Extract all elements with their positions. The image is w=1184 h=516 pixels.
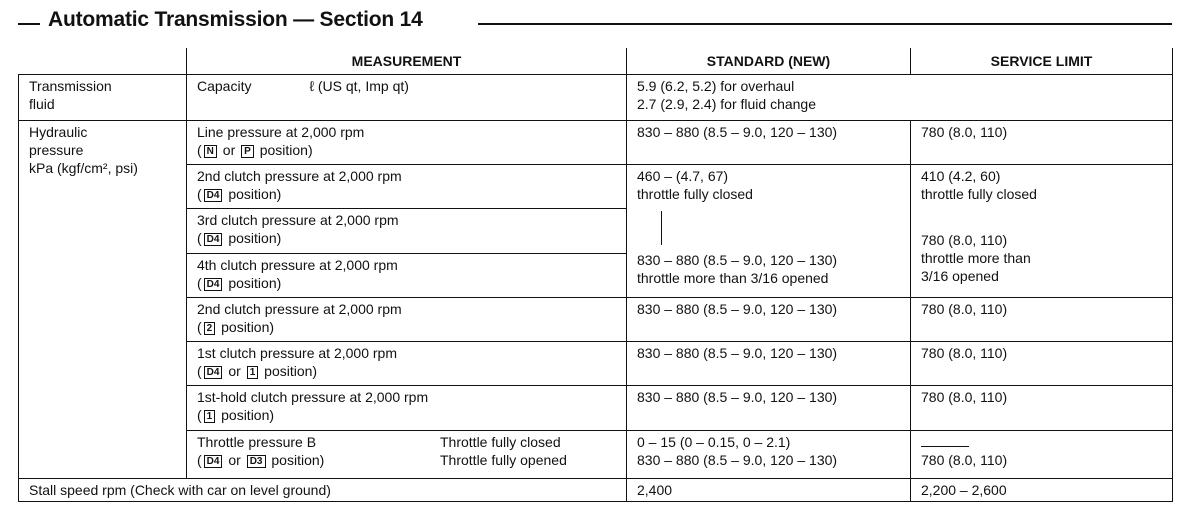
table-row-1st-hold [19, 386, 1173, 430]
group-standard-lower-value: 830 – 880 (8.5 – 9.0, 120 – 130) [637, 252, 838, 269]
measurement-capacity [187, 74, 627, 120]
standard-1st-clutch: 830 – 880 (8.5 – 9.0, 120 – 130) [627, 342, 911, 386]
stall-speed-label: Stall speed rpm (Check with car on level ground) [19, 478, 627, 501]
line-pressure-label: Line pressure at 2,000 rpm [197, 123, 365, 140]
paren-open: ( [197, 186, 202, 203]
category-fluid-line2: fluid [29, 95, 55, 112]
measurement-3rd-clutch [187, 209, 627, 253]
throttle-closed-value: 0 – 15 (0 – 0.15, 0 – 2.1) [637, 433, 791, 450]
1st-hold-position [197, 406, 616, 424]
limit-1st-clutch: 780 (8.0, 110) [911, 342, 1173, 386]
paren-open: ( [197, 230, 202, 247]
throttle-label: Throttle pressure B [197, 433, 317, 450]
position-suffix: position) [255, 141, 313, 158]
header-rule-left [18, 23, 40, 25]
group-limit-upper-value: 410 (4.2, 60) [921, 168, 1001, 185]
measurement-throttle [187, 430, 627, 478]
column-header-measurement: MEASUREMENT [187, 48, 627, 74]
table-row-throttle [19, 430, 1173, 478]
position-1-box: 1 [247, 366, 259, 379]
table-row-2nd-clutch-2 [19, 297, 1173, 341]
group-standard-lower [637, 251, 837, 287]
table-row-2nd-clutch-d4 [19, 165, 1173, 209]
or-text: or [224, 451, 245, 468]
position-d4-box: D4 [204, 278, 223, 291]
standard-stall: 2,400 [627, 478, 911, 501]
measurement-line-pressure [187, 120, 627, 164]
standard-line-pressure: 830 – 880 (8.5 – 9.0, 120 – 130) [627, 120, 911, 164]
table-row-1st-clutch [19, 342, 1173, 386]
paren-open: ( [197, 141, 202, 158]
paren-open: ( [197, 451, 202, 468]
category-fluid-line1: Transmission [29, 77, 112, 94]
2nd-clutch-2-position [197, 318, 616, 336]
paren-open: ( [197, 363, 202, 380]
category-hydraulic [19, 120, 187, 478]
position-suffix: position) [217, 407, 275, 424]
limit-throttle [911, 430, 1173, 478]
or-text: or [218, 141, 240, 158]
position-2-box: 2 [204, 322, 216, 335]
throttle-closed-label: Throttle fully closed [440, 433, 561, 450]
category-hydraulic-line1: Hydraulic [29, 123, 88, 140]
standard-capacity [627, 74, 1173, 120]
section-title: Automatic Transmission — Section 14 [48, 8, 423, 31]
group-standard-upper-value: 460 – (4.7, 67) [637, 168, 729, 185]
throttle-line1 [197, 433, 616, 451]
group-limit-lower-condition2: 3/16 opened [921, 268, 999, 285]
position-n-box: N [204, 145, 217, 158]
throttle-line2 [197, 451, 616, 469]
measurement-2nd-clutch-2 [187, 297, 627, 341]
group-standard-upper-condition: throttle fully closed [637, 186, 753, 203]
throttle-opened-label: Throttle fully opened [440, 451, 567, 468]
4th-clutch-position [197, 274, 616, 292]
throttle-position [197, 451, 324, 469]
header-rule-right [478, 23, 1172, 25]
standard-1st-hold: 830 – 880 (8.5 – 9.0, 120 – 130) [627, 386, 911, 430]
paren-open: ( [197, 318, 202, 335]
dash-mark [921, 446, 969, 447]
measurement-4th-clutch [187, 253, 627, 297]
table-row-fluid [19, 74, 1173, 120]
capacity-label: Capacity [197, 77, 252, 94]
table-row-stall [19, 478, 1173, 501]
table-row-line-pressure [19, 120, 1173, 164]
group-limit-upper-condition: throttle fully closed [921, 186, 1037, 203]
or-text: or [224, 363, 245, 380]
3rd-clutch-position [197, 229, 616, 247]
limit-clutch-group [911, 165, 1173, 298]
limit-2nd-clutch-2: 780 (8.0, 110) [911, 297, 1173, 341]
2nd-clutch-label: 2nd clutch pressure at 2,000 rpm [197, 168, 402, 185]
limit-line-pressure: 780 (8.0, 110) [911, 120, 1173, 164]
group-limit-lower-value: 780 (8.0, 110) [921, 232, 1008, 249]
measurement-1st-clutch [187, 342, 627, 386]
position-suffix: position) [217, 318, 275, 335]
group-limit-lower [921, 231, 1031, 285]
limit-clutch-group-body [921, 167, 1162, 291]
throttle-closed-limit-dash [921, 433, 1162, 451]
2nd-clutch-position [197, 185, 616, 203]
1st-hold-label: 1st-hold clutch pressure at 2,000 rpm [197, 389, 429, 406]
position-1-box: 1 [204, 410, 216, 423]
spec-table [18, 48, 1173, 502]
table-header-row [19, 48, 1173, 74]
category-fluid [19, 74, 187, 120]
position-d3-box: D3 [247, 455, 266, 468]
paren-open: ( [197, 407, 202, 424]
standard-clutch-group [627, 165, 911, 298]
position-suffix: position) [224, 274, 282, 291]
position-suffix: position) [224, 230, 282, 247]
section-header [18, 6, 1172, 36]
standard-2nd-clutch-2: 830 – 880 (8.5 – 9.0, 120 – 130) [627, 297, 911, 341]
measurement-2nd-clutch-d4 [187, 165, 627, 209]
standard-clutch-group-body [637, 167, 900, 291]
paren-open: ( [197, 274, 202, 291]
position-d4-box: D4 [204, 455, 223, 468]
throttle-opened-value: 830 – 880 (8.5 – 9.0, 120 – 130) [637, 451, 838, 468]
position-suffix: position) [260, 363, 318, 380]
2nd-clutch-2-label: 2nd clutch pressure at 2,000 rpm [197, 300, 402, 317]
category-hydraulic-units: kPa (kgf/cm², psi) [29, 159, 138, 176]
group-standard-lower-condition: throttle more than 3/16 opened [637, 270, 829, 287]
position-d4-box: D4 [204, 189, 223, 202]
position-d4-box: D4 [204, 233, 223, 246]
1st-clutch-position [197, 362, 616, 380]
group-limit-lower-condition1: throttle more than [921, 250, 1031, 267]
position-suffix: position) [267, 451, 325, 468]
line-pressure-position [197, 141, 616, 159]
limit-1st-hold: 780 (8.0, 110) [911, 386, 1173, 430]
4th-clutch-label: 4th clutch pressure at 2,000 rpm [197, 256, 398, 273]
3rd-clutch-label: 3rd clutch pressure at 2,000 rpm [197, 212, 399, 229]
position-d4-box: D4 [204, 366, 223, 379]
column-header-standard: STANDARD (NEW) [627, 48, 911, 74]
capacity-overhaul: 5.9 (6.2, 5.2) for overhaul [637, 77, 795, 94]
throttle-opened-limit: 780 (8.0, 110) [921, 451, 1008, 468]
capacity-fluid-change: 2.7 (2.9, 2.4) for fluid change [637, 95, 816, 112]
measurement-1st-hold [187, 386, 627, 430]
category-hydraulic-line2: pressure [29, 141, 84, 158]
group-standard-connector [661, 211, 662, 245]
1st-clutch-label: 1st clutch pressure at 2,000 rpm [197, 345, 397, 362]
capacity-unit: ℓ (US qt, Imp qt) [309, 77, 409, 94]
column-header-limit: SERVICE LIMIT [911, 48, 1173, 74]
limit-stall: 2,200 – 2,600 [911, 478, 1173, 501]
standard-throttle [627, 430, 911, 478]
position-p-box: P [241, 145, 254, 158]
header-corner [19, 48, 187, 74]
position-suffix: position) [224, 186, 282, 203]
